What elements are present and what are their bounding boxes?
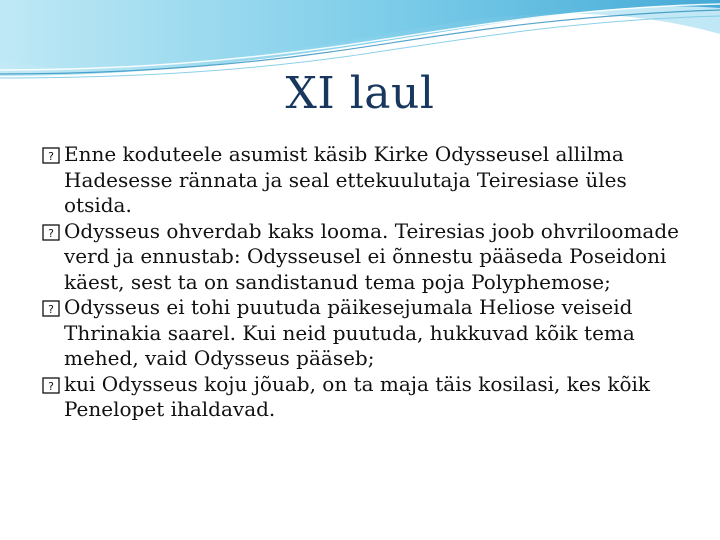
bullet-item <box>42 219 692 296</box>
bullet-text: Odysseus ei tohi puutuda päikesejumala Heliose veiseid Thrinakia saarel. Kui neid puutuda, hukkuvad kõik tema mehed, vaid Odysseus pääseb; <box>64 295 635 370</box>
bullet-text: Enne koduteele asumist käsib Kirke Odysseusel allilma Hadesesse rännata ja seal ettekuulutaja Teiresiase üles otsida. <box>64 142 627 217</box>
svg-text:?: ? <box>48 379 54 393</box>
replacement-character-icon <box>42 224 60 241</box>
bullet-item <box>42 295 692 372</box>
bullet-list <box>42 142 692 423</box>
slide-title: XI laul <box>285 68 435 119</box>
bullet-item <box>42 372 692 423</box>
bullet-text: Odysseus ohverdab kaks looma. Teiresias joob ohvriloomade verd ja ennustab: Odysseusel ei õnnestu pääseda Poseidoni käest, sest ta on sandistanud tema poja Polyphemose; <box>64 218 679 294</box>
svg-text:?: ? <box>48 150 54 163</box>
replacement-character-icon <box>42 300 60 317</box>
svg-text:?: ? <box>48 303 54 316</box>
bullet-item <box>42 142 692 219</box>
replacement-character-icon <box>42 377 60 394</box>
bullet-text: kui Odysseus koju jõuab, on ta maja täis kosilasi, kes kõik Penelopet ihaldavad. <box>64 371 650 421</box>
replacement-character-icon <box>42 147 60 164</box>
svg-text:?: ? <box>48 226 54 240</box>
